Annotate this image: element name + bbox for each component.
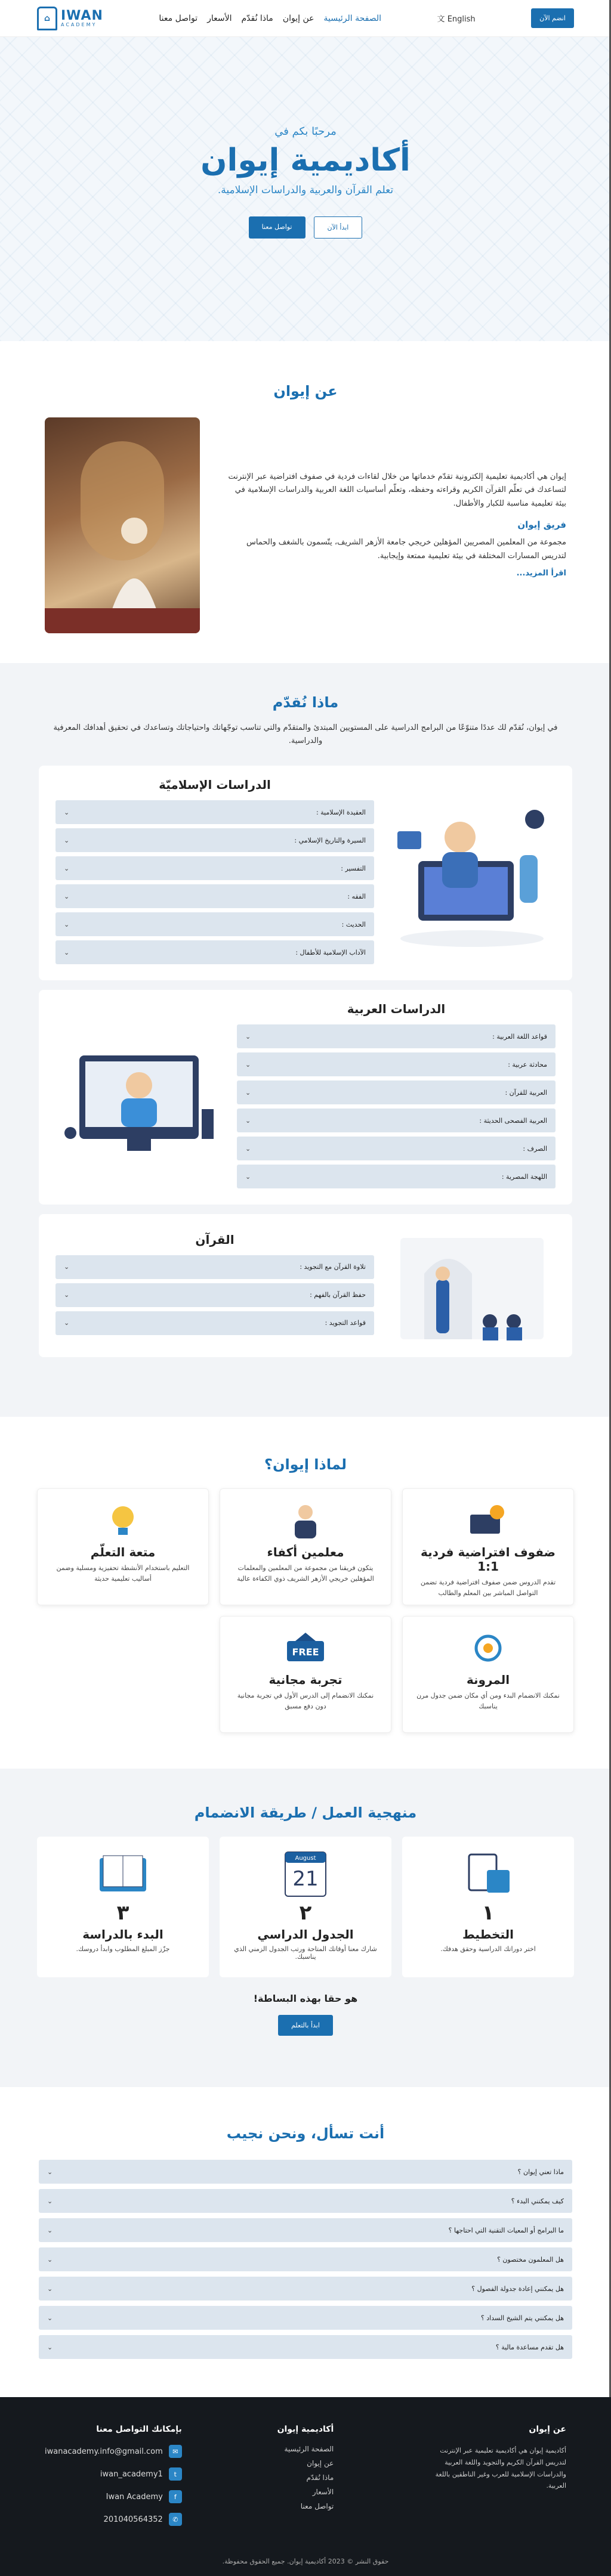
accordion-item[interactable] [55, 1311, 374, 1335]
chevron-down-icon: ⌄ [64, 920, 70, 928]
faq-item[interactable] [39, 2189, 572, 2213]
faq-title: أنت تسأل، ونحن نجيب [226, 2125, 385, 2142]
feature-desc: نمكنك الانضمام البدء ومن أي مكان ضمن جدول مرن يناسبك [416, 1692, 560, 1710]
accordion-label: الآداب الإسلامية للأطفال : [295, 948, 366, 956]
contact-us-button[interactable]: تواصل معنا [249, 216, 306, 239]
quran-title: القرآن [195, 1232, 234, 1247]
accordion-item[interactable] [237, 1137, 556, 1160]
free-sign-icon [231, 1627, 380, 1669]
book-icon [47, 1846, 199, 1901]
footer-link-about[interactable]: عن إيوان [307, 2459, 334, 2467]
footer-link-home[interactable]: الصفحة الرئيسية [284, 2445, 334, 2453]
nav-prices[interactable]: الأسعار [207, 13, 232, 23]
faq-item[interactable] [39, 2277, 572, 2301]
chevron-down-icon: ⌄ [47, 2226, 53, 2234]
footer-about-title: عن إيوان [529, 2425, 566, 2434]
chevron-down-icon: ⌄ [245, 1060, 251, 1069]
step-number: ٢ [299, 1901, 312, 1925]
site-footer [0, 2397, 611, 2576]
calendar-day: 21 [292, 1867, 319, 1891]
faq-item[interactable] [39, 2160, 572, 2184]
accordion-label: الصرف : [523, 1144, 547, 1153]
nav-contact[interactable]: تواصل معنا [159, 13, 198, 23]
why-section [0, 1417, 611, 1769]
feature-card [402, 1488, 574, 1605]
accordion-label: اللهجة المصرية : [501, 1172, 547, 1181]
accordion-label: العربية الفصحى الحديثة : [479, 1116, 547, 1125]
faq-question: هل تقدم مساعدة مالية ؟ [495, 2343, 564, 2351]
chevron-down-icon: ⌄ [64, 948, 70, 956]
twitter-icon: t [169, 2467, 182, 2481]
accordion-item[interactable] [237, 1109, 556, 1132]
hero-subtitle: تعلم القرآن والعربية والدراسات الإسلامية. [217, 184, 394, 196]
footer-contact-title: بإمكانك التواصل معنا [96, 2425, 182, 2434]
feature-title: تجربة مجانية [269, 1673, 342, 1687]
site-logo[interactable] [37, 7, 103, 30]
contact-whatsapp[interactable] [45, 2513, 182, 2526]
feature-desc: يتكون فريقنا من مجموعة من المعلمين والمعلمات المؤهلين خريجي الأزهر الشريف ذوي الكفاءة عالية [237, 1564, 374, 1583]
start-learning-button[interactable]: ابدأ بالتعلم [278, 2015, 333, 2036]
accordion-item[interactable] [237, 1165, 556, 1188]
accordion-label: قواعد اللغة العربية : [492, 1032, 547, 1041]
accordion-label: تلاوة القرآن مع التجويد : [300, 1263, 366, 1271]
offer-intro: في إيوان، نُقدّم لك عددًا متنوّعًا من البرامج الدراسية على المستويين المبتدئ والمتقدّم والتي تناسب توجّهاتك واحتياجاتك وتساعدك في تحقيق أهدافك المعرفية والدراسية. [53, 723, 558, 746]
nav-offer[interactable]: ماذا نُقدّم [241, 13, 273, 23]
offer-section [0, 663, 611, 1417]
nav-home[interactable]: الصفحة الرئيسية [323, 13, 382, 23]
teacher-laptop-illustration [388, 795, 556, 950]
accordion-item[interactable] [237, 1080, 556, 1104]
gears-clock-icon [413, 1627, 563, 1669]
faq-question: هل المعلمون مختصون ؟ [497, 2255, 564, 2264]
step-desc: شارك معنا أوقاتك المتاحة ورتب الجدول الزمني الذي يناسبك. [234, 1945, 377, 1961]
accordion-item[interactable] [55, 912, 374, 936]
feature-desc: تقدم الدروس ضمن صفوف افتراضية فردية تضمن التواصل المباشر بين المعلم والطالب [420, 1578, 556, 1597]
step-title: الجدول الدراسي [257, 1927, 354, 1942]
arabic-studies-title: الدراسات العربية [347, 1002, 446, 1017]
accordion-label: العقيدة الإسلامية : [316, 808, 366, 816]
feature-card [37, 1488, 209, 1605]
nav-about[interactable]: عن إيوان [282, 13, 314, 23]
method-title: منهجية العمل / طريقة الانضمام [194, 1804, 417, 1821]
site-header [0, 0, 611, 37]
feature-card [220, 1488, 391, 1605]
faq-section [0, 2087, 611, 2397]
about-section [0, 341, 611, 663]
accordion-item[interactable] [55, 1283, 374, 1307]
step-number: ١ [482, 1901, 495, 1925]
faq-question: ماذا تعني إيوان ؟ [517, 2168, 564, 2176]
chevron-down-icon: ⌄ [47, 2284, 53, 2293]
video-call-illustration [55, 1020, 223, 1175]
chevron-down-icon: ⌄ [47, 2343, 53, 2351]
calendar-icon [229, 1846, 382, 1901]
logo-text: IWAN [61, 8, 103, 23]
method-section [0, 1769, 611, 2087]
copyright: حقوق النشر © 2023 أكاديمية إيوان. جميع الحقوق محفوظة. [222, 2558, 389, 2565]
chevron-down-icon: ⌄ [64, 1291, 70, 1299]
feature-desc: التعليم باستخدام الأنشطة تحفيزية ومسلية وضمن أساليب تعليمية حديثة [56, 1564, 190, 1583]
step-card [402, 1837, 574, 1977]
footer-link-offer[interactable]: ماذا نُقدّم [306, 2473, 334, 2482]
contact-facebook[interactable] [45, 2490, 182, 2503]
chevron-down-icon: ⌄ [47, 2255, 53, 2264]
chevron-down-icon: ⌄ [64, 1319, 70, 1327]
step-card [220, 1837, 391, 1977]
contact-whatsapp-text: 201040564352 [103, 2515, 163, 2524]
contact-email-text: iwanacademy.info@gmail.com [45, 2447, 163, 2456]
read-more-link[interactable]: اقرأ المزيد... [516, 568, 566, 578]
faq-question: كيف يمكنني البدء ؟ [511, 2197, 564, 2205]
accordion-label: العربية للقرآن : [505, 1088, 547, 1097]
feature-title: ضفوف افتراضية فردية 1:1 [421, 1545, 556, 1574]
hero-welcome: مرحبًا بكم في [274, 125, 337, 138]
faq-question: ما البرامج أو المعيات التقنية التي احتاجها ؟ [448, 2226, 564, 2234]
step-desc: اختر دوراتك الدراسية وحقق هدفك. [440, 1945, 536, 1953]
chevron-down-icon: ⌄ [245, 1032, 251, 1041]
islamic-studies-card [39, 766, 572, 980]
accordion-label: الحديث : [341, 920, 366, 928]
footer-links-title: أكاديمية إيوان [277, 2425, 334, 2434]
contact-twitter[interactable] [45, 2467, 182, 2481]
accordion-item[interactable] [55, 828, 374, 852]
accordion-item[interactable] [237, 1052, 556, 1076]
simple-question: هو حقا بهذه البساطة! [253, 1993, 358, 2004]
feature-title: المرونة [466, 1673, 510, 1687]
chevron-down-icon: ⌄ [64, 892, 70, 900]
accordion-item[interactable] [55, 940, 374, 964]
laptop-clock-icon [413, 1500, 563, 1541]
footer-link-prices[interactable]: الأسعار [312, 2488, 334, 2496]
why-title: لماذا إيوان؟ [264, 1456, 347, 1473]
footer-link-contact[interactable]: تواصل معنا [300, 2502, 334, 2510]
islamic-studies-title: الدراسات الإسلاميّة [159, 778, 271, 792]
contact-facebook-text: Iwan Academy [106, 2492, 163, 2501]
whatsapp-icon: ✆ [169, 2513, 182, 2526]
hero-section [0, 37, 611, 341]
accordion-label: الفقه : [347, 892, 366, 900]
faq-item[interactable] [39, 2306, 572, 2330]
accordion-item[interactable] [55, 800, 374, 824]
step-desc: جزّز المبلغ المطلوب وابدأ دروسك. [76, 1945, 170, 1953]
accordion-item[interactable] [55, 856, 374, 880]
mosque-illustration [388, 1226, 556, 1345]
about-paragraph: إيوان هي أكاديمية تعليمية إلكترونية تقدّم خدماتها من خلال لقاءات فردية في صفوف افتراضية عبر الإنترنت لتساعدك في تعلّم القرآن الكريم وقراءته وحفظه، وتعلّم أساسيات اللغة العربية والدراسات الإسلامية في بيئة تعليمية مناسبة للكبار والأطفال. [228, 472, 566, 509]
start-now-button[interactable]: ابدأ الآن [314, 216, 363, 239]
feature-title: معلمين أكفاء [267, 1545, 344, 1559]
calendar-month: August [295, 1855, 316, 1862]
chevron-down-icon: ⌄ [64, 808, 70, 816]
accordion-label: حفظ القرآن بالفهم : [310, 1291, 366, 1299]
feature-card [220, 1616, 391, 1733]
quran-card [39, 1214, 572, 1357]
step-number: ٣ [116, 1901, 129, 1925]
team-title: فريق إيوان [517, 519, 566, 530]
step-card [37, 1837, 209, 1977]
facebook-icon: f [169, 2490, 182, 2503]
checklist-calendar-icon [412, 1846, 564, 1901]
footer-about-text: أكاديمية إيوان هي أكاديمية تعليمية عبر الإنترنت لتدريس القرآن الكريم والتجويد واللغة العربية والدراسات الإسلامية للعرب وغير الناطقين باللغة العربية. [435, 2447, 566, 2490]
lightbulb-icon [48, 1500, 198, 1541]
language-label: English [447, 15, 476, 24]
accordion-label: قواعد التجويد : [325, 1319, 366, 1327]
chevron-down-icon: ⌄ [47, 2314, 53, 2322]
contact-twitter-text: iwan_academy1 [100, 2469, 163, 2479]
about-image [45, 417, 200, 633]
chevron-down-icon: ⌄ [64, 1263, 70, 1271]
email-icon: ✉ [169, 2445, 182, 2458]
team-paragraph: مجموعة من المعلمين المصريين المؤهلين خريجي جامعة الأزهر الشريف، يتّسمون بالشغف والحماس لتدريس المسارات المختلفة في بيئة تعليمية ممتعة وإيجابية. [246, 538, 566, 561]
feature-title: متعة التعلّم [90, 1545, 156, 1559]
accordion-label: التفسير : [341, 864, 366, 872]
main-nav [159, 14, 381, 23]
accordion-item[interactable] [237, 1024, 556, 1048]
chevron-down-icon: ⌄ [47, 2168, 53, 2176]
offer-title: ماذا نُقدّم [272, 694, 339, 711]
faq-item[interactable] [39, 2247, 572, 2271]
logo-subtext: ACADEMY [61, 21, 97, 27]
join-now-button[interactable]: انضم الآن [531, 8, 574, 28]
faq-item[interactable] [39, 2218, 572, 2242]
about-title: عن إيوان [273, 383, 338, 400]
arabic-studies-card [39, 990, 572, 1205]
translate-icon: 文 [437, 15, 445, 24]
chevron-down-icon: ⌄ [245, 1088, 251, 1097]
language-switch[interactable] [437, 13, 476, 24]
chevron-down-icon: ⌄ [64, 864, 70, 872]
step-title: التخطيط [462, 1927, 514, 1942]
chevron-down-icon: ⌄ [47, 2197, 53, 2205]
accordion-item[interactable] [55, 1255, 374, 1279]
teacher-icon [231, 1500, 380, 1541]
logo-mark-icon: ⌂ [37, 7, 57, 30]
contact-email[interactable] [45, 2445, 182, 2458]
chevron-down-icon: ⌄ [64, 836, 70, 844]
free-badge-text: FREE [292, 1646, 319, 1658]
accordion-label: محادثة عربية : [508, 1060, 547, 1069]
feature-card [402, 1616, 574, 1733]
chevron-down-icon: ⌄ [245, 1144, 251, 1153]
chevron-down-icon: ⌄ [245, 1172, 251, 1181]
step-title: البدء بالدراسة [82, 1927, 163, 1942]
feature-desc: نمكنك الانضمام إلى الدرس الأول في تجربة مجانية دون دفع مسبق [237, 1692, 374, 1710]
faq-question: هل يمكنني إعادة جدولة الفصول ؟ [471, 2284, 564, 2293]
hero-title: أكاديمية إيوان [200, 143, 411, 178]
accordion-item[interactable] [55, 884, 374, 908]
faq-question: هل يمكنني يتم الشيخ السداد ؟ [480, 2314, 564, 2322]
chevron-down-icon: ⌄ [245, 1116, 251, 1125]
accordion-label: السيرة والتاريخ الإسلامي : [294, 836, 366, 844]
faq-item[interactable] [39, 2335, 572, 2359]
